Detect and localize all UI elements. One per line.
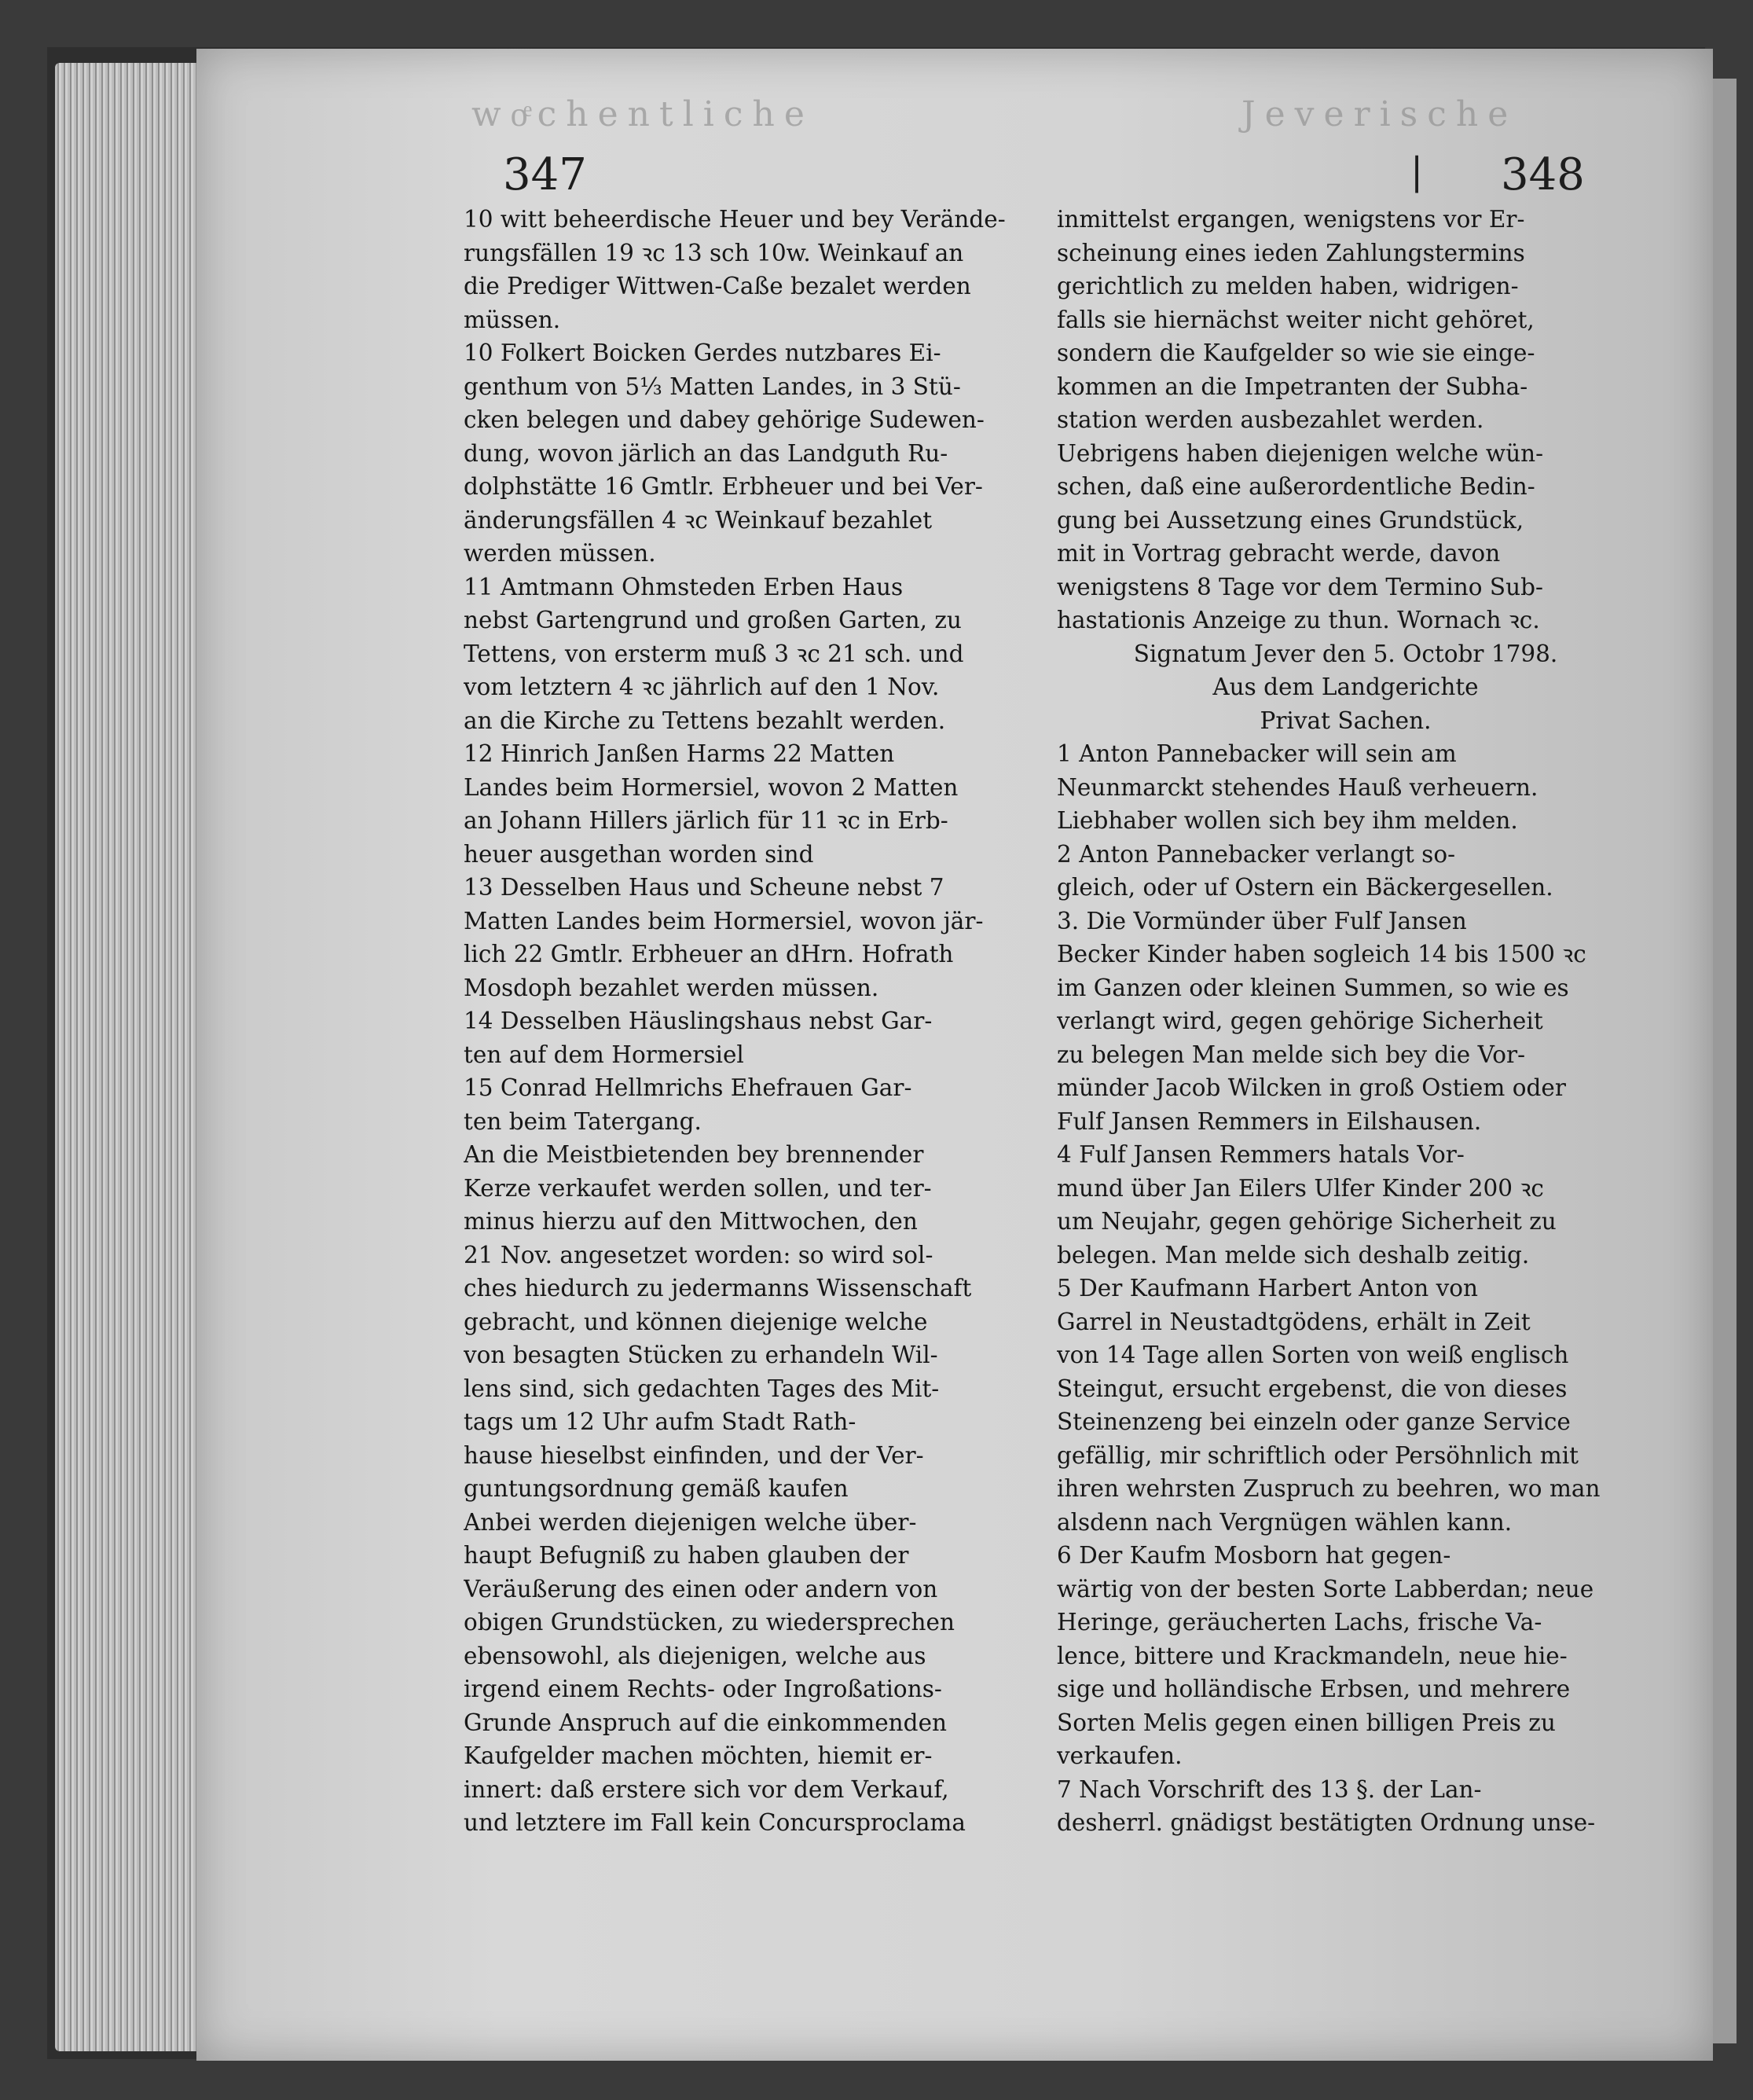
text-line: mund über Jan Eilers Ulfer Kinder 200 ꝛc [1057, 1174, 1544, 1202]
text-line: hause hieselbst einfinden, und der Ver- [464, 1441, 924, 1469]
text-line: genthum von 5⅓ Matten Landes, in 3 Stü- [464, 373, 961, 400]
text-line: gebracht, und können diejenige welche [464, 1308, 928, 1335]
text-line: Privat Sachen. [1260, 707, 1432, 734]
text-line: Garrel in Neustadtgödens, erhält in Zeit [1057, 1308, 1531, 1335]
text-line: station werden ausbezahlet werden. [1057, 406, 1484, 433]
text-line: 21 Nov. angesetzet worden: so wird sol- [464, 1241, 933, 1268]
text-line: ches hiedurch zu jedermanns Wissenschaft [464, 1275, 972, 1301]
text-line: von 14 Tage allen Sorten von weiß englisch [1057, 1342, 1569, 1368]
text-line: 5 Der Kaufmann Harbert Anton von [1057, 1275, 1479, 1301]
text-line: Signatum Jever den 5. Octobr 1798. [1133, 640, 1558, 667]
text-line: nebst Gartengrund und großen Garten, zu [464, 607, 962, 633]
text-line: um Neujahr, gegen gehörige Sicherheit zu [1057, 1208, 1557, 1235]
text-line: verkaufen. [1057, 1742, 1183, 1769]
text-line: dung, wovon järlich an das Landguth Ru- [464, 439, 948, 467]
text-line: 13 Desselben Haus und Scheune nebst 7 [464, 874, 944, 901]
text-line: kommen an die Impetranten der Subha- [1057, 373, 1528, 400]
text-line: Becker Kinder haben sogleich 14 bis 1500 ꝛc [1057, 941, 1586, 967]
text-line: wenigstens 8 Tage vor dem Termino Sub- [1057, 573, 1543, 600]
text-line: Matten Landes beim Hormersiel, wovon jär- [464, 907, 984, 934]
text-line: änderungsfällen 4 ꝛc Weinkauf bezahlet [464, 506, 933, 534]
text-line: müssen. [464, 306, 561, 333]
text-line: 15 Conrad Hellmrichs Ehefrauen Gar- [464, 1074, 912, 1101]
text-line: sige und holländische Erbsen, und mehrere [1057, 1676, 1571, 1702]
text-line: die Prediger Wittwen-Caße bezalet werden [464, 273, 971, 299]
margin-mark: | [1410, 149, 1424, 193]
right-page-number: 348 [1501, 149, 1585, 200]
text-line: verlangt wird, gegen gehörige Sicherheit [1057, 1008, 1543, 1034]
text-line: vom letztern 4 ꝛc jährlich auf den 1 Nov. [464, 674, 940, 700]
text-line: mit in Vortrag gebracht werde, davon [1057, 540, 1501, 567]
text-line: im Ganzen oder kleinen Summen, so wie es [1057, 974, 1569, 1001]
text-line: und letztere im Fall kein Concursproclama [464, 1809, 966, 1836]
text-line: inmittelst ergangen, wenigstens vor Er- [1057, 206, 1525, 233]
text-line: sondern die Kaufgelder so wie sie einge- [1057, 340, 1535, 366]
text-line: 10 witt beheerdische Heuer und bey Verände- [464, 206, 1006, 233]
text-line: tags um 12 Uhr aufm Stadt Rath- [464, 1408, 856, 1435]
text-line: Veräußerung des einen oder andern von [464, 1575, 938, 1603]
text-line: Tettens, von ersterm muß 3 ꝛc 21 sch. und [464, 640, 964, 667]
text-line: Uebrigens haben diejenigen welche wün- [1057, 439, 1544, 467]
text-line: falls sie hiernächst weiter nicht gehöret, [1057, 306, 1535, 333]
text-line: zu belegen Man melde sich bey die Vor- [1057, 1041, 1526, 1068]
text-line: irgend einem Rechts- oder Ingroßations- [464, 1676, 942, 1702]
right-running-head: Jeverische [1241, 94, 1518, 134]
text-line: rungsfällen 19 ꝛc 13 sch 10w. Weinkauf an [464, 239, 964, 266]
text-line: 4 Fulf Jansen Remmers hatals Vor- [1057, 1141, 1465, 1168]
text-line: Fulf Jansen Remmers in Eilshausen. [1057, 1107, 1482, 1135]
left-running-head: woͤchentliche [471, 94, 814, 134]
text-line: Sorten Melis gegen einen billigen Preis zu [1057, 1709, 1556, 1736]
text-line: lence, bittere und Krackmandeln, neue hie- [1057, 1642, 1568, 1669]
left-text-column [464, 203, 1049, 1840]
text-line: gerichtlich zu melden haben, widrigen- [1057, 273, 1519, 299]
text-line: scheinung eines ieden Zahlungstermins [1057, 239, 1525, 266]
text-line: Neunmarckt stehendes Hauß verheuern. [1057, 773, 1538, 801]
text-line: belegen. Man melde sich deshalb zeitig. [1057, 1241, 1530, 1268]
text-line: Landes beim Hormersiel, wovon 2 Matten [464, 773, 959, 801]
text-line: lens sind, sich gedachten Tages des Mit- [464, 1375, 940, 1402]
text-line: dolphstätte 16 Gmtlr. Erbheuer und bei Ver- [464, 473, 983, 500]
text-line: 7 Nach Vorschrift des 13 §. der Lan- [1057, 1775, 1482, 1803]
text-line: 14 Desselben Häuslingshaus nebst Gar- [464, 1008, 933, 1034]
text-line: Anbei werden diejenigen welche über- [464, 1508, 917, 1536]
text-line: ihren wehrsten Zuspruch zu beehren, wo man [1057, 1475, 1601, 1502]
text-line: ten beim Tatergang. [464, 1107, 702, 1135]
text-line: Liebhaber wollen sich bey ihm melden. [1057, 807, 1518, 834]
text-line: münder Jacob Wilcken in groß Ostiem oder [1057, 1074, 1566, 1101]
text-line: Aus dem Landgerichte [1212, 674, 1479, 700]
text-line: ebensowohl, als diejenigen, welche aus [464, 1642, 926, 1669]
text-line: 10 Folkert Boicken Gerdes nutzbares Ei- [464, 340, 941, 366]
text-line: hastationis Anzeige zu thun. Wornach ꝛc. [1057, 607, 1540, 633]
text-line: Kaufgelder machen möchten, hiemit er- [464, 1742, 933, 1769]
text-line: Mosdoph bezahlet werden müssen. [464, 974, 879, 1001]
text-line: gefällig, mir schriftlich oder Persöhnlich mit [1057, 1441, 1579, 1469]
text-line: gleich, oder uf Ostern ein Bäckergesellen. [1057, 874, 1553, 901]
text-line: minus hierzu auf den Mittwochen, den [464, 1208, 918, 1235]
text-line: Steinenzeng bei einzeln oder ganze Service [1057, 1408, 1571, 1435]
text-line: wärtig von der besten Sorte Labberdan; neue [1057, 1575, 1594, 1603]
text-line: Steingut, ersucht ergebenst, die von dieses [1057, 1375, 1568, 1402]
text-line: gung bei Aussetzung eines Grundstück, [1057, 506, 1524, 534]
text-line: 1 Anton Pannebacker will sein am [1057, 740, 1457, 767]
text-line: Heringe, geräucherten Lachs, frische Va- [1057, 1609, 1542, 1636]
text-line: lich 22 Gmtlr. Erbheuer an dHrn. Hofrath [464, 941, 954, 967]
right-text-column [1057, 203, 1634, 1840]
text-line: 2 Anton Pannebacker verlangt so- [1057, 840, 1456, 868]
text-line: von besagten Stücken zu erhandeln Wil- [464, 1342, 938, 1368]
text-line: haupt Befugniß zu haben glauben der [464, 1542, 909, 1569]
text-line: 12 Hinrich Janßen Harms 22 Matten [464, 740, 895, 767]
text-line: 11 Amtmann Ohmsteden Erben Haus [464, 573, 904, 600]
text-line: desherrl. gnädigst bestätigten Ordnung unse- [1057, 1809, 1596, 1836]
text-line: Grunde Anspruch auf die einkommenden [464, 1709, 948, 1736]
text-line: obigen Grundstücken, zu wiedersprechen [464, 1609, 955, 1636]
text-line: heuer ausgethan worden sind [464, 840, 814, 868]
text-line: cken belegen und dabey gehörige Sudewen- [464, 406, 985, 433]
text-line: ten auf dem Hormersiel [464, 1041, 744, 1068]
text-line: an Johann Hillers järlich für 11 ꝛc in Erb- [464, 807, 948, 834]
text-line: alsdenn nach Vergnügen wählen kann. [1057, 1508, 1513, 1536]
text-line: werden müssen. [464, 540, 656, 567]
text-line: 3. Die Vormünder über Fulf Jansen [1057, 907, 1467, 934]
left-page-number: 347 [503, 149, 587, 200]
text-line: guntungsordnung gemäß kaufen [464, 1475, 849, 1502]
text-line: an die Kirche zu Tettens bezahlt werden. [464, 707, 946, 734]
text-line: innert: daß erstere sich vor dem Verkauf, [464, 1775, 949, 1803]
text-line: 6 Der Kaufm Mosborn hat gegen- [1057, 1542, 1451, 1569]
text-line: schen, daß eine außerordentliche Bedin- [1057, 473, 1535, 500]
text-line: An die Meistbietenden bey brennender [464, 1141, 924, 1168]
text-line: Kerze verkaufet werden sollen, und ter- [464, 1174, 932, 1202]
